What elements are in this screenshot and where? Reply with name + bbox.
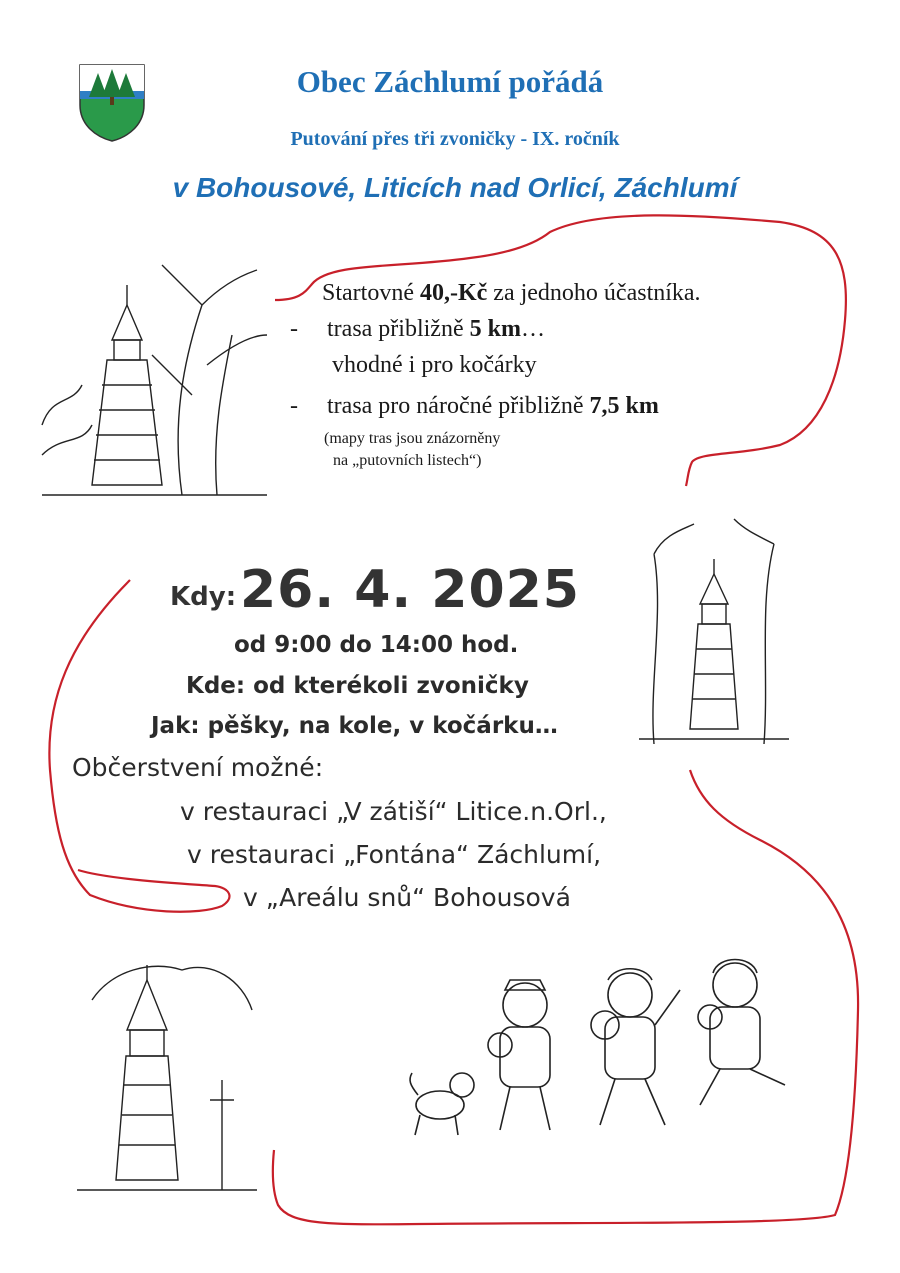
wooden-bell-tower-icon: [32, 245, 272, 515]
refreshments-heading: Občerstvení možné:: [72, 753, 324, 782]
fee-prefix: Startovné: [322, 280, 420, 306]
route2-km: 7,5 km: [589, 393, 659, 419]
route2-line: [327, 393, 659, 420]
event-how: Jak: pěšky, na kole, v kočárku…: [151, 713, 558, 739]
refreshment-item: v restauraci „Fontána“ Záchlumí,: [187, 840, 602, 869]
route1-km: 5 km: [469, 316, 521, 342]
fee-amount: 40,-Kč: [419, 280, 488, 306]
route2-prefix: trasa pro náročné přibližně: [327, 393, 590, 419]
route1-dash: -: [290, 316, 298, 342]
refreshment-item: v restauraci „V zátiší“ Litice.n.Orl.,: [180, 797, 607, 826]
maps-note-2: na „putovních listech“): [333, 452, 482, 469]
event-date: 26. 4. 2025: [240, 560, 580, 620]
event-where: Kde: od kterékoli zvoničky: [186, 673, 529, 699]
maps-note-1: (mapy tras jsou znázorněny: [324, 430, 501, 447]
route1-prefix: trasa přibližně: [327, 316, 470, 342]
locations-line: v Bohousové, Liticích nad Orlicí, Záchlumí: [172, 172, 738, 203]
when-label: Kdy:: [170, 582, 237, 612]
page-subtitle: Putování přes tři zvoničky - IX. ročník: [290, 128, 620, 150]
route1-note: vhodné i pro kočárky: [332, 352, 537, 378]
route1-line: [327, 316, 545, 343]
page-title: Obec Záchlumí pořádá: [296, 64, 604, 99]
cartoon-hikers-with-dog-icon: [400, 945, 800, 1145]
wooden-bell-tower-icon: [72, 940, 262, 1200]
refreshment-item: v „Areálu snů“ Bohousová: [243, 883, 571, 912]
fee-suffix: za jednoho účastníka.: [487, 280, 701, 306]
entry-fee-line: [322, 280, 701, 307]
route1-suffix: …: [520, 316, 545, 342]
event-time: od 9:00 do 14:00 hod.: [234, 632, 519, 658]
route2-dash: -: [290, 393, 298, 419]
wooden-bell-tower-icon: [634, 514, 794, 754]
